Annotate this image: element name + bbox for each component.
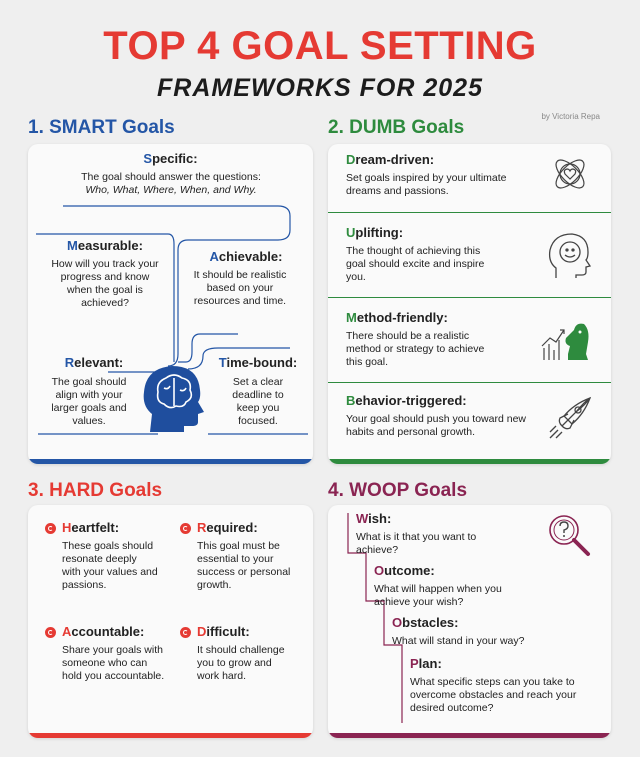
head-brain-icon [140,362,206,434]
smart-relevant-text: The goal should align with your larger goals and values. [51,376,127,427]
hard-required-heading [197,520,258,535]
dumb-card-bar [328,459,611,464]
chess-knight-chart-icon [540,316,592,362]
woop-plan-heading [410,656,442,671]
woop-outcome-label: utcome: [384,563,435,578]
woop-plan-letter: P [410,656,419,671]
woop-wish-heading [356,511,391,526]
hard-heartfelt-heading [62,520,119,535]
woop-section-title: 4. WOOP Goals [328,480,468,501]
smart-specific-heading [28,151,313,166]
smart-timebound-letter: T [218,355,227,370]
rocket-icon [546,396,592,442]
dumb-dream-heading [346,152,434,167]
hard-heartfelt-letter: H [62,520,72,535]
hard-difficult-text: It should challenge you to grow and work hard. [197,644,285,682]
dumb-divider-3 [328,382,611,383]
dumb-uplifting-text: The thought of achieving this goal should excite and inspire you. [346,245,485,283]
dumb-behavior-text: Your goal should push you toward new habits and personal growth. [346,413,526,438]
author-credit: by Victoria Repa [541,112,600,121]
hard-accountable-heading [62,624,144,639]
dumb-uplifting-heading [346,225,403,240]
hard-section-title: 3. HARD Goals [28,480,163,501]
smart-measurable-label: easurable: [77,238,143,253]
smart-specific-text-2: Who, What, Where, When, and Why. [85,184,257,196]
dumb-section-title: 2. DUMB Goals [328,117,465,138]
smart-relevant-letter: R [64,355,75,370]
woop-obstacles-label: bstacles: [402,615,459,630]
page-title: TOP 4 GOAL SETTING [103,24,537,68]
dumb-behavior-label: ehavior-triggered: [355,393,467,408]
dumb-dream-label: ream-driven: [355,152,435,167]
smart-achievable-text: It should be realistic based on your resources and time. [193,269,287,307]
woop-obstacles-heading [392,615,459,630]
smart-achievable-heading [196,249,296,264]
dumb-dream-letter: D [346,152,356,167]
hard-required-bullet-icon [180,523,191,534]
woop-outcome-text: What will happen when you achieve your wish? [374,583,502,608]
dumb-method-heading [346,310,448,325]
smart-measurable-text: How will you track your progress and know when the goal is achieved? [51,258,159,309]
dumb-divider-2 [328,297,611,298]
woop-wish-label: ish: [368,511,392,526]
dumb-method-letter: M [346,310,357,325]
woop-outcome-letter: O [374,563,385,578]
woop-wish-text: What is it that you want to achieve? [356,531,477,556]
smart-measurable-heading [46,238,164,253]
smart-relevant-heading [44,355,144,370]
woop-wish-letter: W [356,511,369,526]
dumb-dream-text: Set goals inspired by your ultimate dreams and passions. [346,172,507,197]
smart-measurable-letter: M [67,238,78,253]
hard-required-text: This goal must be essential to your success or personal growth. [197,540,291,591]
smart-specific-letter: S [143,151,153,166]
hard-accountable-letter: A [62,624,72,639]
hard-difficult-label: ifficult: [206,624,250,639]
dumb-method-label: ethod-friendly: [356,310,448,325]
smiling-head-icon [546,230,592,280]
smart-relevant-label: elevant: [74,355,124,370]
dumb-behavior-letter: B [346,393,356,408]
hard-difficult-bullet-icon [180,627,191,638]
smart-achievable-letter: A [209,249,219,264]
woop-plan-label: lan: [418,656,442,671]
hard-required-letter: R [197,520,207,535]
heart-orbit-icon [548,152,592,196]
woop-outcome-heading [374,563,435,578]
dumb-method-text: There should be a realistic method or strategy to achieve this goal. [346,330,485,368]
dumb-uplifting-label: plifting: [355,225,404,240]
hard-accountable-text: Share your goals with someone who can hold you accountable. [62,644,165,682]
hard-accountable-bullet-icon [45,627,56,638]
dumb-divider-1 [328,212,611,213]
smart-specific-text: The goal should answer the questions: [81,171,261,183]
smart-specific-label: pecific: [152,151,198,166]
smart-section-title: 1. SMART Goals [28,117,175,138]
hard-heartfelt-text: These goals should resonate deeply with your values and passions. [62,540,158,591]
magnifier-question-icon [546,512,592,558]
hard-difficult-heading [197,624,250,639]
hard-accountable-label: ccountable: [71,624,145,639]
dumb-uplifting-letter: U [346,225,356,240]
smart-timebound-text: Set a clear deadline to keep you focused. [232,376,284,427]
hard-difficult-letter: D [197,624,207,639]
hard-heartfelt-bullet-icon [45,523,56,534]
smart-timebound-label: ime-bound: [226,355,298,370]
woop-plan-text: What specific steps can you take to overcome obstacles and reach your desired outcome? [410,676,577,714]
woop-obstacles-text: What will stand in your way? [392,635,525,647]
woop-obstacles-letter: O [392,615,403,630]
dumb-behavior-heading [346,393,467,408]
hard-heartfelt-label: eartfelt: [71,520,120,535]
page-subtitle: FRAMEWORKS FOR 2025 [157,74,483,102]
hard-required-label: equired: [206,520,258,535]
smart-achievable-label: chievable: [218,249,283,264]
smart-timebound-heading [210,355,306,370]
hard-card-bar [28,733,313,738]
